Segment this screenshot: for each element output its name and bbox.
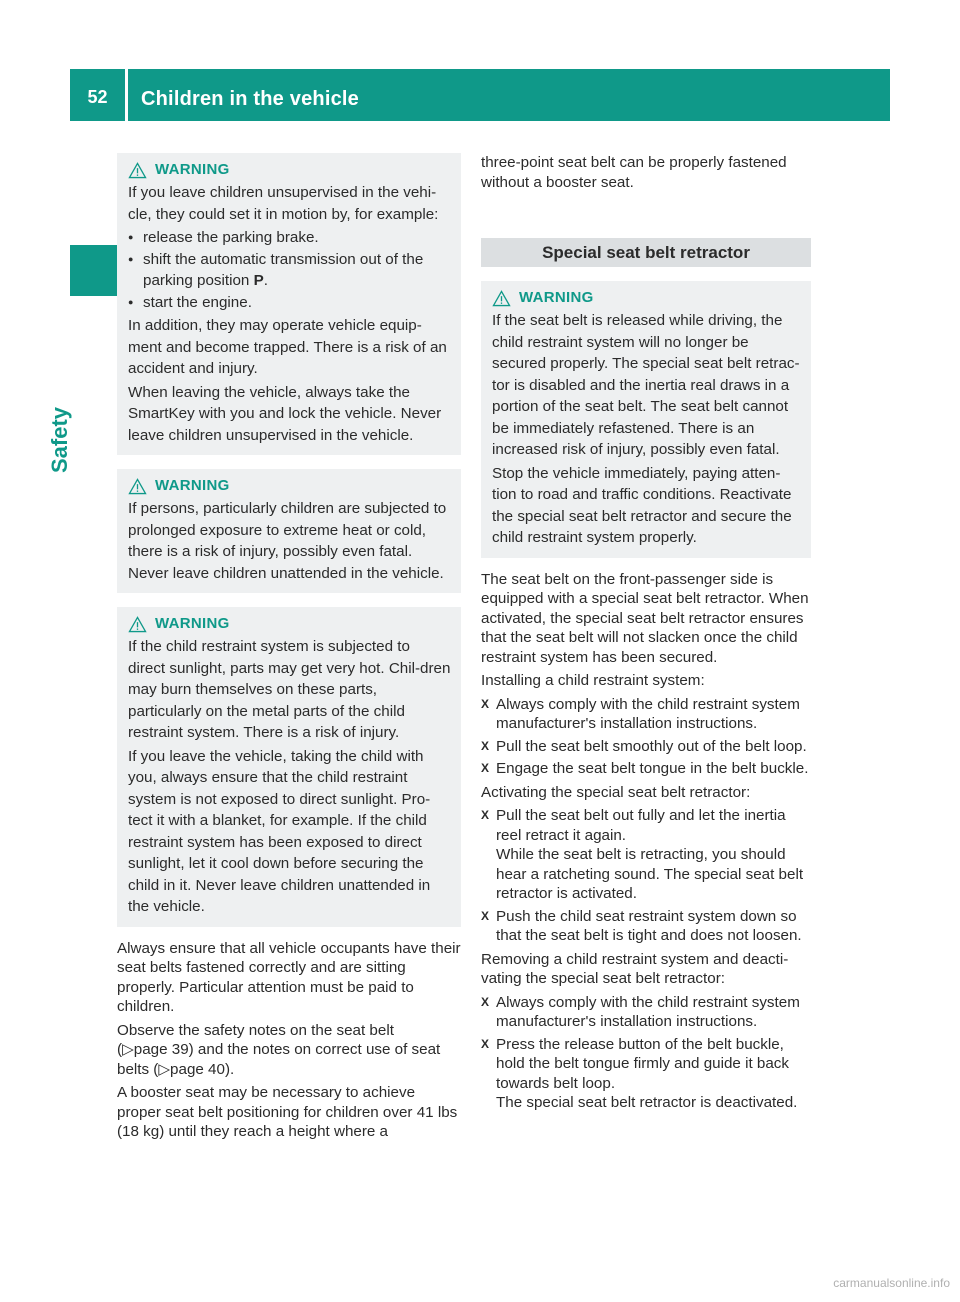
warning-text: In addition, they may operate vehicle equip-ment and become trapped. There is a risk of an accident and injury. <box>128 317 447 377</box>
step-result: While the seat belt is retracting, you should hear a ratcheting sound. The special seat belt retractor is activated. <box>496 846 804 902</box>
step-text: Push the child seat restraint system down so that the seat belt is tight and does not loosen. <box>496 907 802 944</box>
warning-box-retractor <box>481 281 811 558</box>
page-ref-icon: ▷ <box>122 1041 134 1058</box>
list-item-punctuation: . <box>263 272 268 289</box>
step-arrow-icon: X <box>481 761 490 775</box>
step-text: Pull the seat belt smoothly out of the belt loop. <box>496 737 807 755</box>
warning-text: If the child restraint system is subjected to direct sunlight, parts may get very hot. Chil-dren may burn themselves on these parts, particularly on the metal parts of the child restraint system. There is a risk of injury. <box>128 638 451 741</box>
warning-header <box>128 159 451 181</box>
right-body <box>481 570 811 1113</box>
warning-triangle-icon <box>492 290 511 307</box>
step-text: Always comply with the child restraint system manufacturer's installation instructions. <box>496 993 800 1030</box>
step-text: Engage the seat belt tongue in the belt buckle. <box>496 760 809 777</box>
left-column <box>117 153 461 1146</box>
step-text: Press the release button of the belt buckle, hold the belt tongue firmly and guide it back towards belt loop. <box>496 1035 789 1092</box>
step-result: The special seat belt retractor is deactivated. <box>496 1094 798 1111</box>
body-text: Observe the safety notes on the seat belt <box>117 1021 394 1039</box>
list-item: ● release the parking brake. <box>128 227 451 249</box>
list-item <box>481 806 811 904</box>
procedure-label: Activating the special seat belt retractor: <box>481 783 751 801</box>
warning-header <box>492 287 801 309</box>
section-marker <box>70 245 121 296</box>
warning-text: Stop the vehicle immediately, paying atten-tion to road and traffic conditions. Reactivate the special seat belt retractor and secure the child restraint system properly. <box>492 464 792 546</box>
step-arrow-icon: X <box>481 738 490 753</box>
body-paragraph: Always ensure that all vehicle occupants have their seat belts fastened correctly and are sitting properly. Particular attention must be paid to children. <box>117 939 461 1015</box>
step-text: Always comply with the child restraint system manufacturer's installation instructions. <box>496 695 800 732</box>
body-paragraph: The seat belt on the front-passenger side is equipped with a special seat belt retractor. When activated, the special seat belt retractor ensures that the seat belt will not slacken once the child restraint system has been secured. <box>481 570 809 666</box>
gear-position-label: P <box>253 272 264 289</box>
procedure-label: Removing a child restraint system and deacti-vating the special seat belt retractor: <box>481 950 789 987</box>
step-arrow-icon: X <box>481 696 490 711</box>
page-title: Children in the vehicle <box>141 88 359 110</box>
page-ref-link-40[interactable]: page 40 <box>170 1060 225 1078</box>
removing-steps <box>481 993 811 1113</box>
header-divider <box>125 69 128 121</box>
body-paragraph: three-point seat belt can be properly fastened without a booster seat. <box>481 154 787 191</box>
page-ref-icon: ▷ <box>158 1060 171 1078</box>
section-label: Safety <box>47 406 72 473</box>
step-text: Pull the seat belt out fully and let the inertia reel retract it again. <box>496 807 786 844</box>
list-item <box>481 907 811 946</box>
warning-title: WARNING <box>519 289 594 307</box>
body-paragraph: Observe the safety notes on the seat belt (▷page 39) and the notes on correct use of seat belts (▷page 40). <box>117 1021 441 1078</box>
warning-title: WARNING <box>155 477 230 495</box>
warning-header <box>128 475 451 497</box>
list-item <box>481 993 811 1032</box>
warning-header <box>128 613 451 635</box>
page-number: 52 <box>87 87 108 107</box>
warning-triangle-icon <box>128 162 147 179</box>
warning-triangle-icon <box>128 478 147 495</box>
page-ref-link-39[interactable]: page 39 <box>133 1041 189 1058</box>
step-arrow-icon: X <box>481 1036 490 1051</box>
list-item <box>481 759 811 779</box>
warning-box-heat <box>117 469 461 593</box>
warning-text: If persons, particularly children are subjected to prolonged exposure to extreme heat or cold, there is a risk of injury, possibly even fatal. Never leave children unattended in the vehicle. <box>128 500 447 582</box>
step-arrow-icon: X <box>481 994 490 1009</box>
warning-title: WARNING <box>155 161 230 179</box>
body-paragraph: A booster seat may be necessary to achieve proper seat belt positioning for children over 41 lbs (18 kg) until they reach a height where a <box>117 1084 458 1140</box>
list-item: ● start the engine. <box>128 292 451 314</box>
section-heading: Special seat belt retractor <box>481 238 811 267</box>
warning-text: If you leave the vehicle, taking the child with you, always ensure that the child restraint system is not exposed to direct sunlight. Pro-tect it with a blanket, for example. If the child restraint system has been exposed to direct sunlight, let it cool down before securing the child in it. Never leave children unattended in the vehicle. <box>128 747 431 915</box>
left-body <box>117 939 461 1142</box>
warning-box-unsupervised <box>117 153 461 455</box>
installing-steps <box>481 695 811 779</box>
continuation <box>481 153 811 192</box>
warning-box-sunlight <box>117 607 461 927</box>
warning-title: WARNING <box>155 615 230 633</box>
list-item-text: shift the automatic transmission out of the parking position <box>143 250 424 289</box>
list-item <box>481 737 811 757</box>
activating-steps <box>481 806 811 946</box>
warning-triangle-icon <box>128 616 147 633</box>
body-text: ) and the notes on correct use of seat belts ( <box>117 1041 441 1078</box>
list-item <box>481 1035 811 1113</box>
body-text: ). <box>224 1060 235 1078</box>
step-arrow-icon: X <box>481 808 490 822</box>
warning-text: When leaving the vehicle, always take the SmartKey with you and lock the vehicle. Never leave children unsupervised in the vehicle. <box>128 383 442 444</box>
warning-text: If you leave children unsupervised in the vehi-cle, they could set it in motion by, for example: <box>128 184 439 223</box>
list-item <box>481 695 811 734</box>
footer-watermark: carmanualsonline.info <box>833 1276 950 1290</box>
right-column <box>481 153 811 1117</box>
step-arrow-icon: X <box>481 908 490 923</box>
warning-bullets <box>128 227 451 313</box>
procedure-label: Installing a child restraint system: <box>481 672 705 689</box>
list-item <box>128 249 451 292</box>
warning-text: If the seat belt is released while driving, the child restraint system will no longer be secured properly. The special seat belt retrac-tor is disabled and the inertia real draws in a portion of the seat belt. The seat belt cannot be immediately refastened. There is an increased risk of injury, possibly even fatal. <box>492 312 800 458</box>
